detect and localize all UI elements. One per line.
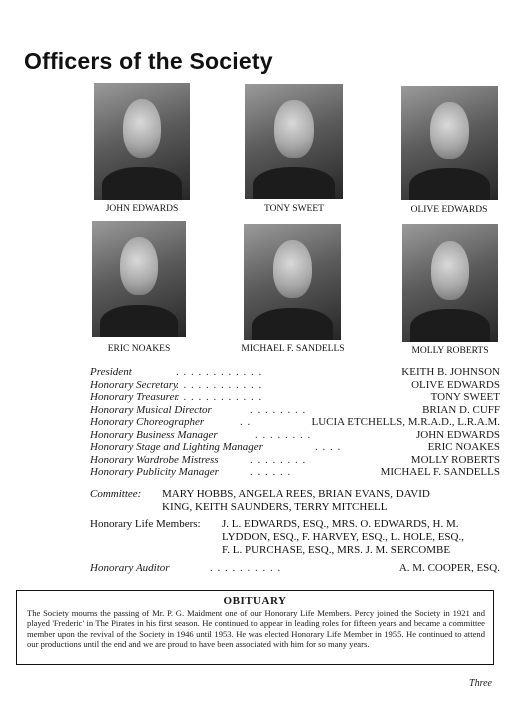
leader-dots: . . . .: [315, 441, 342, 453]
officer-row: [90, 391, 500, 404]
officer-role: Honorary Choreographer: [90, 416, 205, 428]
photo-caption: JOHN EDWARDS: [105, 204, 179, 214]
auditor-label: Honorary Auditor: [90, 562, 170, 574]
leader-dots: . . . . . .: [250, 466, 292, 478]
officer-role: Honorary Publicity Manager: [90, 466, 219, 478]
life-members-label: Honorary Life Members:: [90, 518, 201, 530]
officer-role: President: [90, 366, 132, 378]
committee-label: Committee:: [90, 488, 142, 500]
portrait-photo: [92, 221, 186, 337]
officer-role: Honorary Musical Director: [90, 403, 212, 416]
officer-row: [90, 454, 500, 467]
page-number: Three: [469, 678, 492, 689]
officer-row: [90, 404, 500, 417]
portrait-photo: [94, 83, 190, 200]
leader-dots: . . . . . . . . . . . .: [176, 391, 263, 403]
officer-row: [90, 379, 500, 392]
officer-name: ERIC NOAKES: [427, 441, 500, 453]
leader-dots: . . . . . . . .: [250, 453, 307, 466]
officer-name: KEITH B. JOHNSON: [401, 366, 500, 378]
officer-row: [90, 416, 500, 429]
officer-row: [90, 441, 500, 454]
portrait-photo: [244, 224, 341, 340]
committee-block: [90, 488, 500, 501]
auditor-row: [90, 562, 500, 575]
officer-row: [90, 429, 500, 442]
officer-name: TONY SWEET: [430, 391, 500, 403]
life-members-line: LYDDON, ESQ., F. HARVEY, ESQ., L. HOLE, ESQ.,: [222, 531, 464, 543]
leader-dots: . . . . . . . . . . . .: [176, 366, 263, 378]
life-members-line: F. L. PURCHASE, ESQ., MRS. J. M. SERCOMBE: [222, 544, 451, 556]
leader-dots: . . . . . . . . . . . .: [176, 378, 263, 391]
leader-dots: . . . . . . . .: [255, 428, 312, 441]
officer-name: MICHAEL F. SANDELLS: [380, 466, 500, 478]
officer-name: LUCIA ETCHELLS, M.R.A.D., L.R.A.M.: [311, 416, 500, 428]
photo-caption: MOLLY ROBERTS: [411, 346, 489, 356]
officer-row: [90, 366, 500, 379]
leader-dots: . . . . . . . . . .: [210, 562, 282, 574]
portrait-photo: [401, 86, 498, 200]
photo-caption: MICHAEL F. SANDELLS: [241, 344, 345, 354]
committee-line: MARY HOBBS, ANGELA REES, BRIAN EVANS, DAVID: [162, 488, 430, 500]
portrait-photo: [245, 84, 343, 199]
page-title: Officers of the Society: [24, 48, 273, 74]
officer-name: JOHN EDWARDS: [415, 428, 500, 441]
auditor-name: A. M. COOPER, ESQ.: [398, 562, 500, 574]
life-members-line: J. L. EDWARDS, ESQ., MRS. O. EDWARDS, H. M.: [222, 518, 459, 530]
officer-role: Honorary Wardrobe Mistress: [90, 453, 219, 466]
photo-caption: OLIVE EDWARDS: [410, 205, 488, 215]
obituary-box: [16, 590, 494, 665]
leader-dots: . . . . . . . .: [250, 403, 307, 416]
officer-name: OLIVE EDWARDS: [411, 378, 500, 391]
officer-role: Honorary Treasurer: [90, 391, 179, 403]
officer-role: Honorary Secretary: [90, 378, 178, 391]
portrait-photo: [402, 224, 498, 342]
officer-name: BRIAN D. CUFF: [422, 403, 500, 416]
photo-caption: TONY SWEET: [264, 204, 324, 214]
officer-role: Honorary Business Manager: [90, 428, 218, 441]
obituary-text: The Society mourns the passing of Mr. P. G. Maidment one of our Honorary Life Members. Percy joined the Society in 1921 and played 'Frederic' in The Pirates in his first season. He continued to appear in leading roles for fifteen years and became a committee member upon the revival of the Society in 1946 until 1953. He was elected Honorary Life Member in 1955. He continued to attend our productions until the end and we are proud to have been associated with him for so many years.: [27, 608, 485, 649]
leader-dots: . .: [240, 416, 252, 428]
officer-row: [90, 466, 500, 479]
officer-name: MOLLY ROBERTS: [410, 453, 500, 466]
officer-role: Honorary Stage and Lighting Manager: [90, 441, 263, 453]
committee-line-2: KING, KEITH SAUNDERS, TERRY MITCHELL: [162, 501, 388, 513]
photo-caption: ERIC NOAKES: [107, 344, 171, 354]
obituary-title: OBITUARY: [223, 595, 287, 607]
